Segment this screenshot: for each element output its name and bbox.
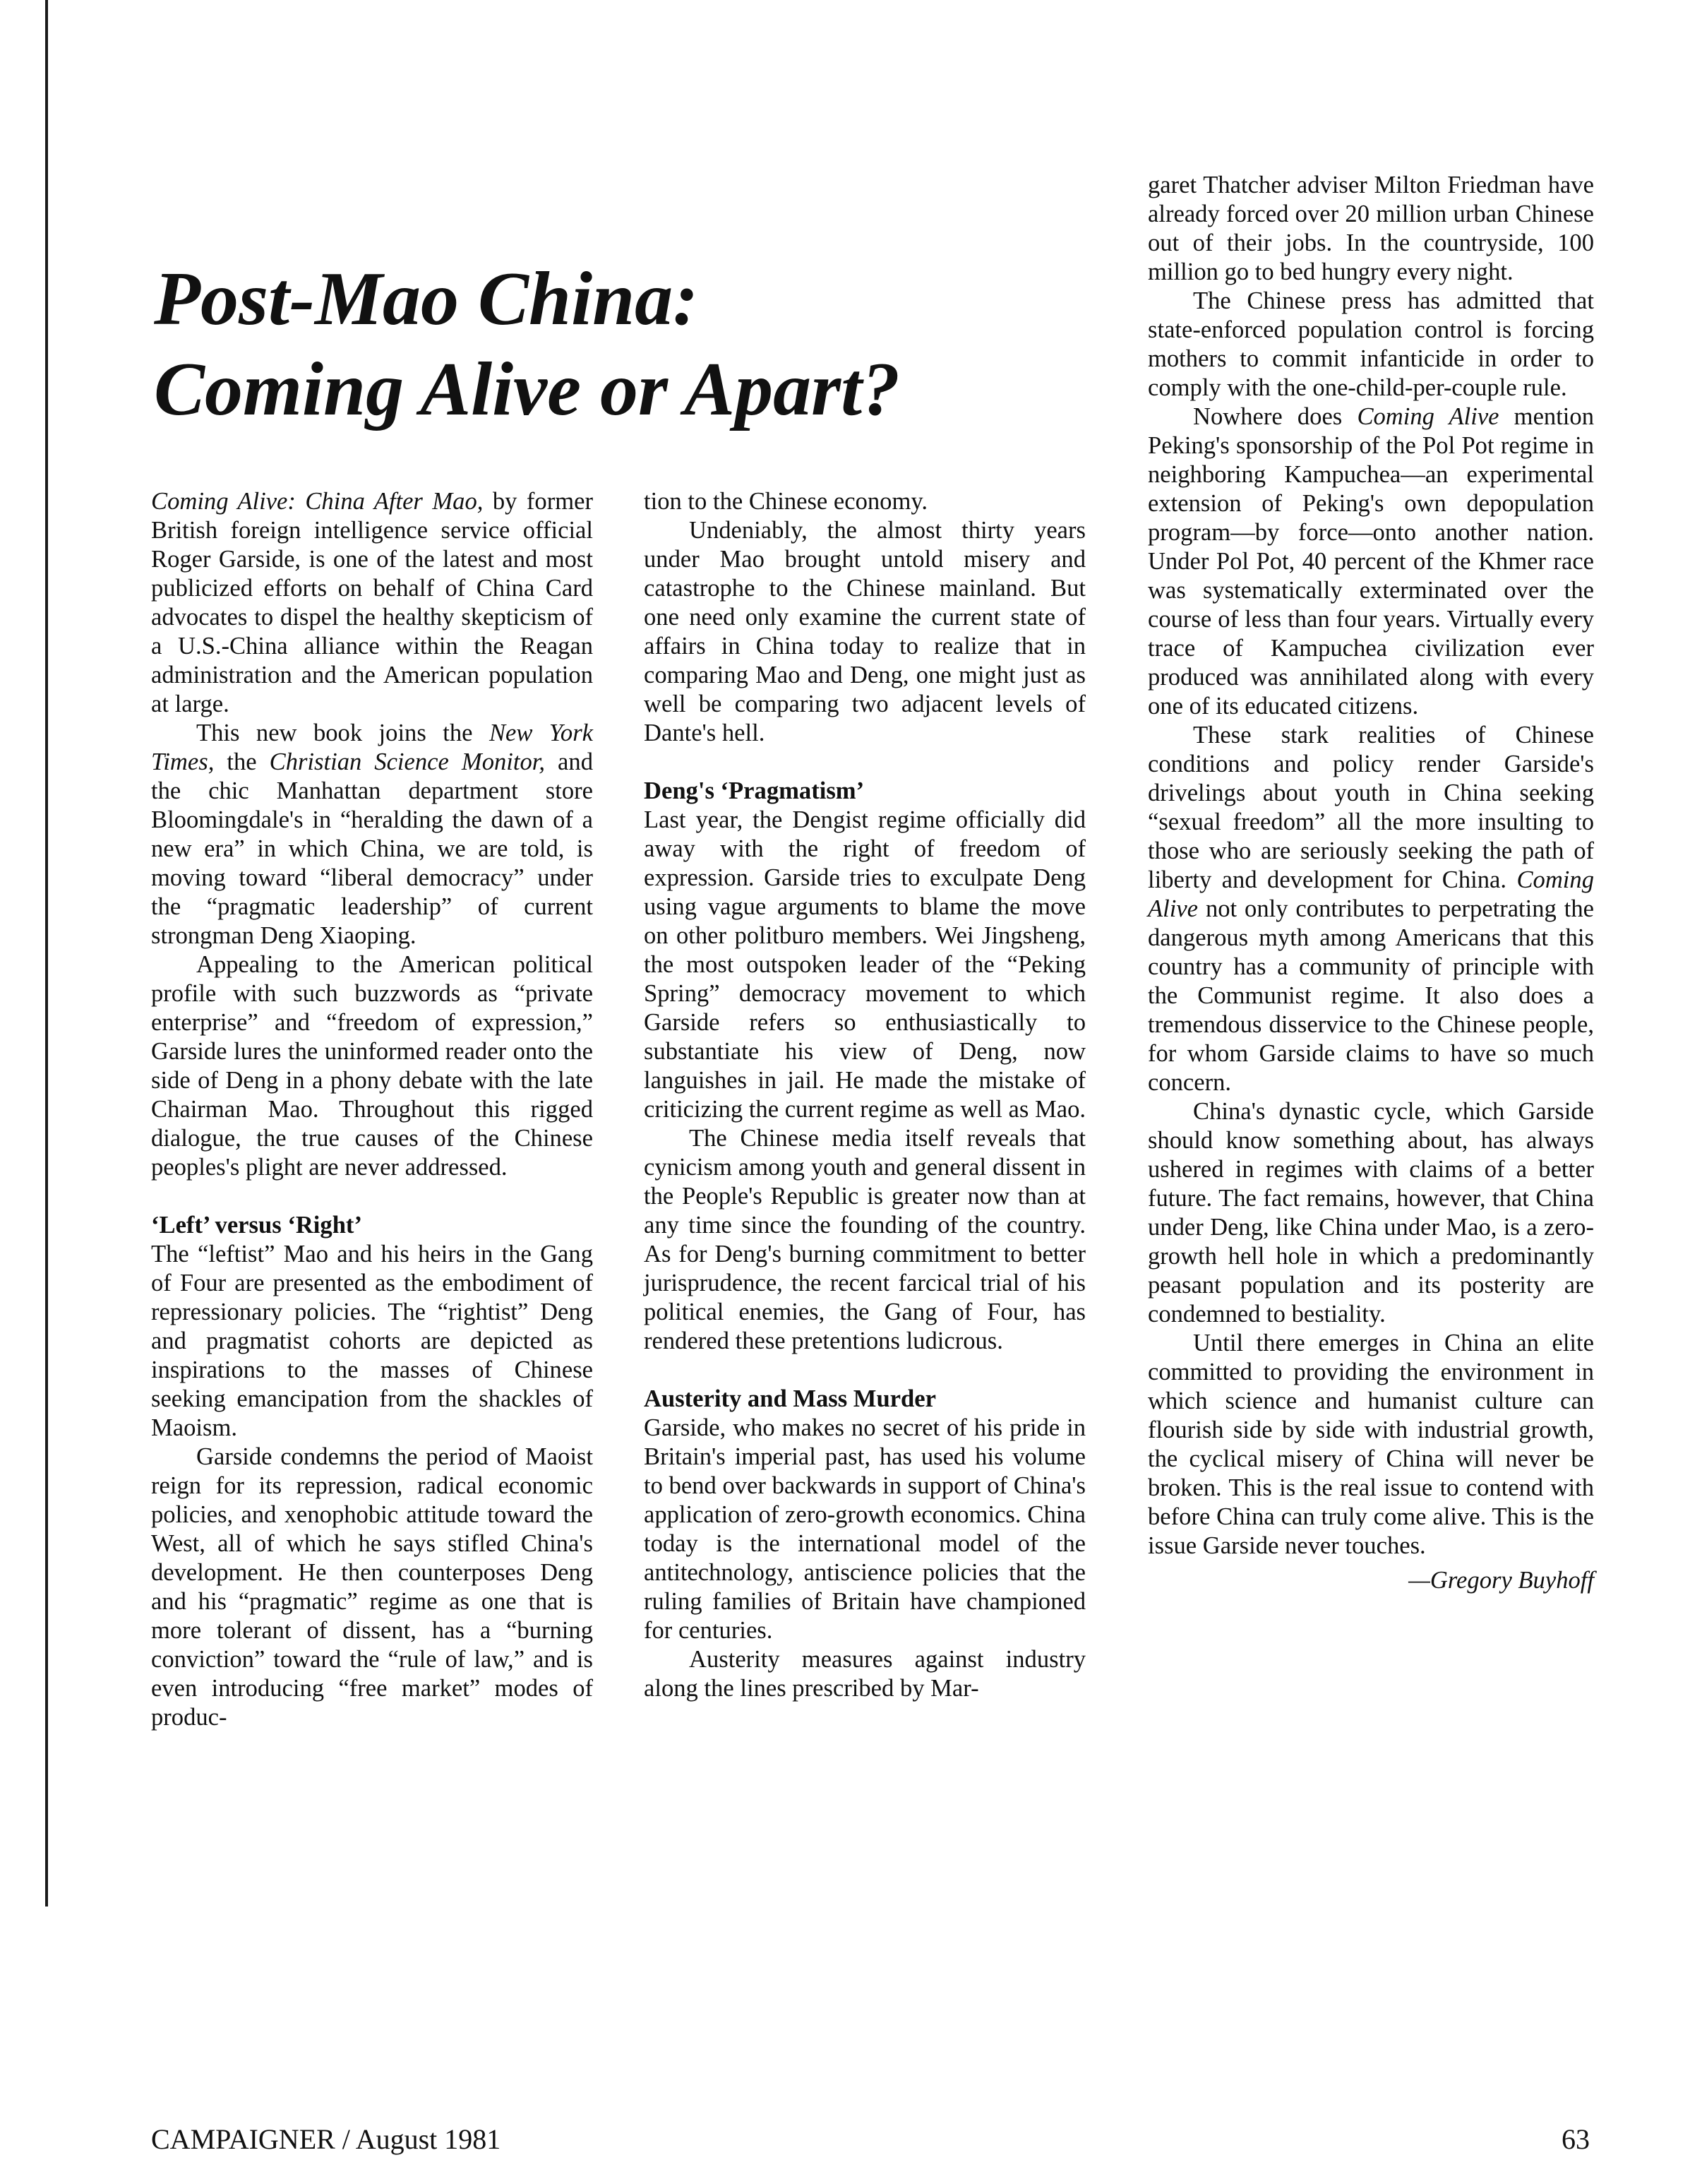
column-2	[644, 487, 1086, 1703]
paragraph: tion to the Chinese economy.	[644, 488, 928, 515]
publication-title: New York Times,	[151, 720, 593, 775]
paragraph: Garside condemns the period of Maoist reign for its repression, radical economic policies, and xenophobic attitude toward the West, all of which he says stifled China's development. He then counterposes Deng and his “pragmatic” regime as one that is more tolerant of dissent, has a “burning conviction” toward the “rule of law,” and is even introducing “free market” modes of produc-	[151, 1443, 593, 1731]
column-1	[151, 487, 593, 1732]
book-title: Coming Alive: China After Mao,	[151, 488, 484, 515]
paragraph: Coming Alive: China After Mao, by former British foreign intelligence service official Roger Garside, is one of the latest and most publicized efforts on behalf of China Card advocates to dispel the healthy skepticism of a U.S.-China alliance within the Reagan administration and the American population at large.	[151, 488, 593, 717]
paragraph: Austerity measures against industry along the lines prescribed by Mar-	[644, 1646, 1086, 1702]
paragraph: China's dynastic cycle, which Garside should know something about, has always ushered in regimes with claims of a better future. The fact remains, however, that China under Deng, like China under Mao, is a zero-growth hell hole in which a predominantly peasant population and its posterity are condemned to bestiality.	[1148, 1098, 1594, 1327]
paragraph: Appealing to the American political profile with such buzzwords as “private enterprise” and “freedom of expression,” Garside lures the uninformed reader onto the side of Deng in a phony debate with the late Chairman Mao. Throughout this rigged dialogue, the true causes of the Chinese peoples's plight are never addressed.	[151, 951, 593, 1181]
author-byline: —Gregory Buyhoff	[1408, 1567, 1594, 1594]
paragraph: Nowhere does Coming Alive mention Peking's sponsorship of the Pol Pot regime in neighboring Kampuchea—an experimental extension of Peking's own depopulation program—by force—onto another nation. Under Pol Pot, 40 percent of the Khmer race was systematically exterminated over the course of less than four years. Virtually every trace of Kampuchea civilization ever produced was annihilated along with every one of its educated citizens.	[1148, 403, 1594, 720]
paragraph: These stark realities of Chinese conditions and policy render Garside's drivelings about youth in China seeking “sexual freedom” all the more insulting to those who are seriously seeking the path of liberty and development for China. Coming Alive not only contributes to perpetrating the dangerous myth among Americans that this country has a community of principle with the Communist regime. It also does a tremendous disservice to the Chinese people, for whom Garside claims to have so much concern.	[1148, 722, 1594, 1096]
paragraph: The Chinese press has admitted that state-enforced population control is forcing mothers to commit infanticide in order to comply with the one-child-per-couple rule.	[1148, 287, 1594, 401]
paragraph: The “leftist” Mao and his heirs in the Gang of Four are presented as the embodiment of repressionary policies. The “rightist” Deng and pragmatist cohorts are depicted as inspirations to the masses of Chinese seeking emancipation from the shackles of Maoism.	[151, 1241, 593, 1441]
section-heading-pragmatism: Deng's ‘Pragmatism’	[644, 777, 865, 804]
article-title	[154, 254, 1128, 435]
book-title: Coming Alive	[1357, 403, 1499, 430]
paragraph: Until there emerges in China an elite committed to providing the environment in which science and humanist culture can flourish side by side with industrial growth, the cyclical misery of China will never be broken. This is the real issue to contend with before China can truly come alive. This is the issue Garside never touches.	[1148, 1330, 1594, 1559]
paragraph: garet Thatcher adviser Milton Friedman have already forced over 20 million urban Chinese out of their jobs. In the countryside, 100 million go to bed hungry every night.	[1148, 172, 1594, 285]
section-heading-left-right: ‘Left’ versus ‘Right’	[151, 1212, 362, 1239]
column-3	[1148, 171, 1594, 1595]
title-line-1: Post-Mao China:	[154, 257, 699, 341]
publication-title: Christian Science Monitor,	[269, 748, 546, 775]
section-heading-austerity: Austerity and Mass Murder	[644, 1385, 936, 1412]
paragraph: Garside, who makes no secret of his pride in Britain's imperial past, has used his volume to bend over backwards in support of China's application of zero-growth economics. China today is the international model of the antitechnology, antiscience policies that the ruling families of Britain have championed for centuries.	[644, 1414, 1086, 1644]
footer-publication: CAMPAIGNER / August 1981	[151, 2123, 501, 2155]
paragraph: This new book joins the New York Times, the Christian Science Monitor, and the chic Manhattan department store Bloomingdale's in “heralding the dawn of a new era” in which China, we are told, is moving toward “liberal democracy” under the “pragmatic leadership” of current strongman Deng Xiaoping.	[151, 720, 593, 949]
paragraph: Undeniably, the almost thirty years under Mao brought untold misery and catastrophe to the Chinese mainland. But one need only examine the current state of affairs in China today to realize that in comparing Mao and Deng, one might just as well be comparing two adjacent levels of Dante's hell.	[644, 517, 1086, 746]
paragraph: The Chinese media itself reveals that cynicism among youth and general dissent in the People's Republic is greater now than at any time since the founding of the country. As for Deng's burning commitment to better jurisprudence, the recent farcical trial of his political enemies, the Gang of Four, has rendered these pretentions ludicrous.	[644, 1125, 1086, 1354]
paragraph: Last year, the Dengist regime officially did away with the right of freedom of expression. Garside tries to exculpate Deng using vague arguments to blame the move on other politburo members. Wei Jingsheng, the most outspoken leader of the “Peking Spring” democracy movement to which Garside refers so enthusiastically to substantiate his view of Deng, now languishes in jail. He made the mistake of criticizing the current regime as well as Mao.	[644, 806, 1086, 1123]
title-line-2: Coming Alive or Apart?	[154, 347, 901, 431]
book-title: Coming Alive	[1148, 866, 1594, 922]
page-number: 63	[1562, 2123, 1590, 2155]
left-margin-rule	[45, 0, 48, 1906]
